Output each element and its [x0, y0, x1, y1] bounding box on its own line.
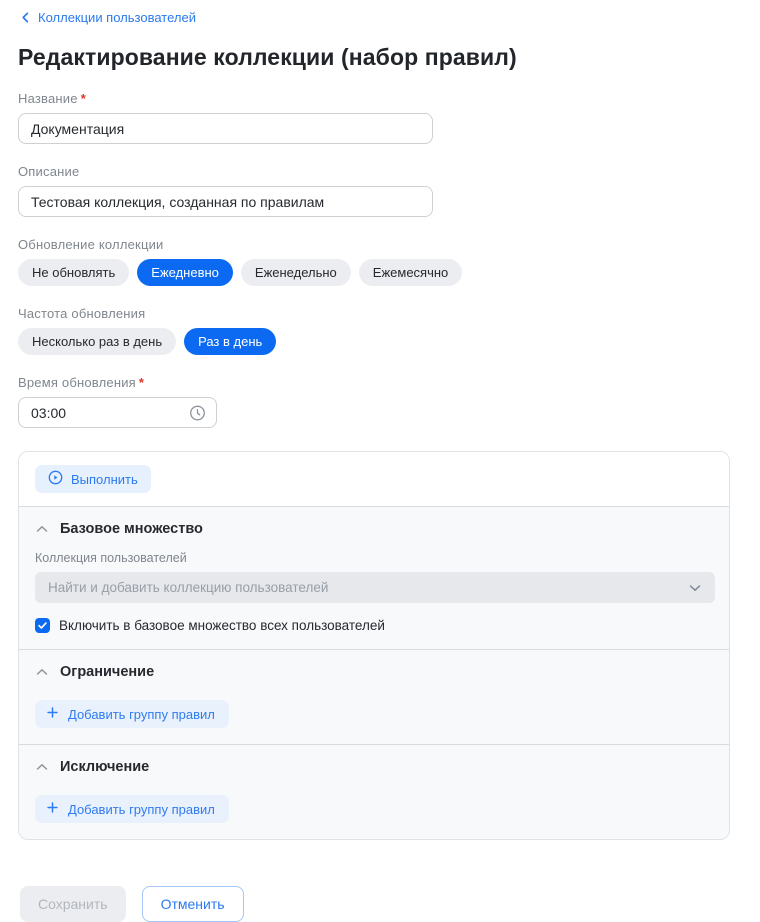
user-collection-select-placeholder: Найти и добавить коллекцию пользователей	[48, 580, 329, 595]
include-all-users-label: Включить в базовое множество всех пользователей	[59, 618, 385, 633]
pill-daily[interactable]: Ежедневно	[137, 259, 233, 286]
chevron-up-icon	[35, 665, 49, 679]
update-mode-pills	[18, 259, 730, 286]
chevron-up-icon	[35, 760, 49, 774]
description-input[interactable]	[18, 186, 433, 217]
user-collection-label: Коллекция пользователей	[35, 551, 187, 565]
checkbox-checked-icon	[35, 618, 50, 633]
section-exclusion-title: Исключение	[60, 759, 150, 775]
update-mode-field	[18, 237, 730, 286]
section-base-set	[19, 506, 729, 649]
play-circle-icon	[48, 470, 63, 488]
run-button[interactable]	[35, 465, 151, 493]
section-base-set-title: Базовое множество	[60, 521, 203, 537]
name-field	[18, 91, 730, 144]
update-mode-label: Обновление коллекции	[18, 237, 164, 252]
save-button[interactable]: Сохранить	[20, 886, 126, 922]
update-time-field	[18, 375, 730, 428]
required-asterisk: *	[80, 91, 86, 106]
pill-no-update[interactable]: Не обновлять	[18, 259, 129, 286]
frequency-field	[18, 306, 730, 355]
update-time-input[interactable]	[18, 397, 217, 428]
section-exclusion-header[interactable]	[19, 745, 729, 787]
section-restriction-title: Ограничение	[60, 664, 155, 680]
required-asterisk: *	[138, 375, 145, 390]
description-field	[18, 164, 730, 217]
pill-weekly[interactable]: Еженедельно	[241, 259, 351, 286]
frequency-label: Частота обновления	[18, 306, 146, 321]
base-set-body	[19, 549, 729, 649]
restriction-add-rule-group-button[interactable]	[35, 700, 229, 728]
run-button-label: Выполнить	[71, 471, 138, 487]
include-all-users-checkbox[interactable]	[35, 618, 713, 633]
section-base-set-header[interactable]	[19, 507, 729, 549]
breadcrumb-back-link[interactable]	[20, 10, 196, 25]
description-label: Описание	[18, 164, 80, 179]
restriction-body	[19, 692, 729, 744]
plus-icon	[46, 801, 59, 817]
frequency-pills	[18, 328, 730, 355]
user-collection-select[interactable]	[35, 572, 715, 603]
section-restriction	[19, 649, 729, 744]
name-label: Название *	[18, 91, 86, 106]
chevron-up-icon	[35, 522, 49, 536]
cancel-button[interactable]: Отменить	[142, 886, 244, 922]
clock-icon[interactable]	[189, 404, 206, 421]
rules-card	[18, 451, 730, 840]
add-rule-group-label: Добавить группу правил	[68, 801, 215, 817]
plus-icon	[46, 706, 59, 722]
exclusion-add-rule-group-button[interactable]	[35, 795, 229, 823]
chevron-left-icon	[20, 12, 31, 23]
breadcrumb-label: Коллекции пользователей	[38, 10, 196, 25]
run-row	[19, 452, 729, 506]
pill-several-times-a-day[interactable]: Несколько раз в день	[18, 328, 176, 355]
section-exclusion	[19, 744, 729, 839]
page-title: Редактирование коллекции (набор правил)	[18, 44, 517, 70]
pill-once-a-day[interactable]: Раз в день	[184, 328, 276, 355]
name-input[interactable]	[18, 113, 433, 144]
chevron-down-icon	[688, 581, 702, 595]
exclusion-body	[19, 787, 729, 839]
section-restriction-header[interactable]	[19, 650, 729, 692]
update-time-label: Время обновления *	[18, 375, 145, 390]
add-rule-group-label: Добавить группу правил	[68, 706, 215, 722]
pill-monthly[interactable]: Ежемесячно	[359, 259, 463, 286]
footer-actions	[20, 886, 730, 922]
